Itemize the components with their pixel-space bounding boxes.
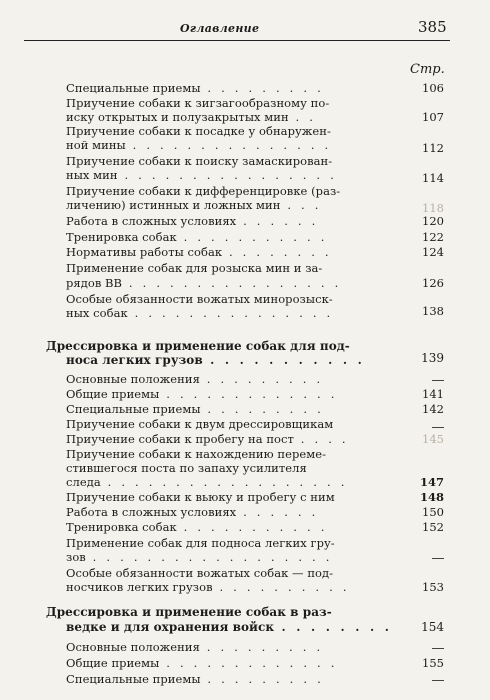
toc-entry: Специальные приемы . . . . . . . . .	[66, 672, 324, 686]
toc-entry-continued: зов . . . . . . . . . . . . . . . . . .	[66, 550, 333, 564]
toc-entry: Общие приемы . . . . . . . . . . . . .	[66, 387, 338, 401]
toc-entry: Особые обязанности вожатых собак — под-	[66, 566, 334, 580]
toc-page-number: 141	[422, 387, 444, 401]
toc-entry-continued: иску открытых и полузакрытых мин . .	[66, 110, 317, 124]
toc-entry: Тренировка собак . . . . . . . . . . .	[66, 520, 328, 534]
page-number: 385	[418, 18, 447, 36]
toc-entry-continued: ных мин . . . . . . . . . . . . . . . .	[66, 168, 337, 182]
toc-page-number: 107	[422, 110, 444, 124]
toc-page-number: 122	[422, 230, 444, 244]
toc-page-number: 139	[421, 351, 444, 365]
toc-entry: Применение собак для подноса легких гру-	[66, 536, 335, 550]
toc-entry: Приучение собаки к вьюку и пробегу с ним	[66, 490, 335, 504]
toc-page-number: 153	[422, 580, 444, 594]
toc-entry: Тренировка собак . . . . . . . . . . .	[66, 230, 328, 244]
toc-page-dash	[404, 373, 444, 386]
toc-page-number: 154	[421, 620, 444, 634]
toc-entry: Общие приемы . . . . . . . . . . . . .	[66, 656, 338, 670]
page-column-heading: Стр.	[410, 62, 445, 77]
toc-page-number: 145	[422, 432, 444, 446]
toc-page-number: 142	[422, 402, 444, 416]
toc-page-number: 126	[422, 276, 444, 290]
toc-page-number: 148	[419, 490, 444, 504]
toc-section-heading: Дрессировка и применение собак для под-	[46, 339, 350, 353]
toc-page-number: 138	[422, 304, 444, 318]
toc-entry: Приучение собаки к пробегу на пост . . . .	[66, 432, 349, 446]
toc-entry: Основные положения . . . . . . . . .	[66, 372, 324, 386]
toc-page-number: 155	[422, 656, 444, 670]
toc-section-heading: Дрессировка и применение собак в раз-	[46, 605, 332, 619]
toc-entry-continued: следа . . . . . . . . . . . . . . . . . .	[66, 475, 348, 489]
toc-entry: Приучение собаки к нахождению переме-	[66, 447, 327, 461]
running-title: Оглавление	[180, 22, 260, 35]
toc-entry: Специальные приемы . . . . . . . . .	[66, 402, 324, 416]
toc-page-number: 150	[422, 505, 444, 519]
toc-section-heading-continued: ведке и для охранения войск . . . . . . . .	[66, 620, 393, 634]
toc-page-dash	[404, 551, 444, 564]
toc-entry-continued: рядов ВВ . . . . . . . . . . . . . . . .	[66, 276, 342, 290]
toc-section-heading-continued: носа легких грузов . . . . . . . . . . .	[66, 353, 366, 367]
toc-entry: Приучение собаки к дифференцировке (раз-	[66, 184, 341, 198]
toc-entry: Приучение собаки к двум дрессировщикам	[66, 417, 334, 431]
toc-entry: Работа в сложных условиях . . . . . .	[66, 214, 319, 228]
toc-page-number: 120	[422, 214, 444, 228]
toc-page-number: 147	[419, 475, 444, 489]
toc-page-number: 114	[422, 171, 444, 185]
toc-entry-continued: личению) истинных и ложных мин . . .	[66, 198, 322, 212]
toc-page-number: 106	[422, 81, 444, 95]
toc-entry-continued: ных собак . . . . . . . . . . . . . . .	[66, 306, 334, 320]
toc-entry: Особые обязанности вожатых минорозыск-	[66, 292, 333, 306]
toc-entry: Приучение собаки к поиску замаскирован-	[66, 154, 333, 168]
toc-page-number: 152	[422, 520, 444, 534]
toc-entry: Работа в сложных условиях . . . . . .	[66, 505, 319, 519]
toc-entry-continued: стившегося поста по запаху усилителя	[66, 461, 307, 475]
toc-entry-continued: носчиков легких грузов . . . . . . . . . .	[66, 580, 350, 594]
toc-page-number: 112	[422, 141, 444, 155]
toc-entry-continued: ной мины . . . . . . . . . . . . . . .	[66, 138, 332, 152]
toc-entry: Применение собак для розыска мин и за-	[66, 261, 323, 275]
header-rule	[24, 40, 450, 41]
toc-entry: Основные положения . . . . . . . . .	[66, 640, 324, 654]
toc-entry: Нормативы работы собак . . . . . . . .	[66, 245, 332, 259]
toc-page-dash	[404, 673, 444, 686]
toc-page-number: 124	[422, 245, 444, 259]
toc-page-dash	[404, 641, 444, 654]
toc-entry: Приучение собаки к зигзагообразному по-	[66, 96, 330, 110]
toc-page-number: 118	[422, 201, 444, 215]
toc-entry: Приучение собаки к посадке у обнаружен-	[66, 124, 331, 138]
toc-entry: Специальные приемы . . . . . . . . .	[66, 81, 324, 95]
